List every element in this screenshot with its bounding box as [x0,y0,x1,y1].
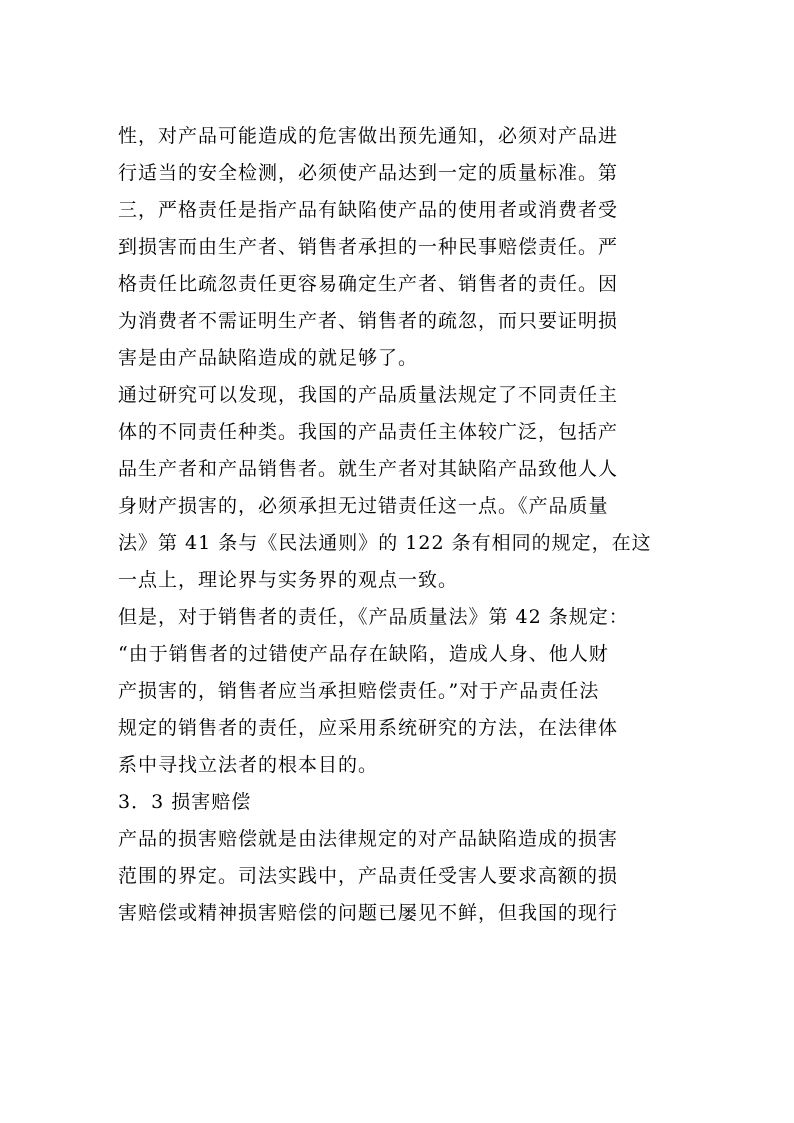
text-line: 规定的销售者的责任，应采用系统研究的方法，在法律体 [118,717,619,739]
text-line: 三，严格责任是指产品有缺陷使产品的使用者或消费者受 [118,199,619,221]
text-line: 害是由产品缺陷造成的就足够了。 [118,347,419,369]
text-line: 性，对产品可能造成的危害做出预先通知，必须对产品进 [118,125,619,147]
text-line: 产品的损害赔偿就是由法律规定的对产品缺陷造成的损害 [118,828,619,850]
text-line: 但是，对于销售者的责任，《产品质量法》第 42 条规定： [118,606,629,628]
text-line: 身财产损害的，必须承担无过错责任这一点。《产品质量 [118,495,609,517]
text-line: 产损害的，销售者应当承担赔偿责任。”对于产品责任法 [118,680,600,702]
text-line: 体的不同责任种类。我国的产品责任主体较广泛，包括产 [118,421,619,443]
paragraph-strict-liability [118,118,678,377]
document-body [118,118,678,932]
section-heading: 3．3 损害赔偿 [118,791,252,813]
text-line: 害赔偿或精神损害赔偿的问题已屡见不鲜，但我国的现行 [118,902,619,924]
paragraph-liability-subjects [118,377,678,599]
text-line: 一点上，理论界与实务界的观点一致。 [118,569,459,591]
text-line: 为消费者不需证明生产者、销售者的疏忽，而只要证明损 [118,310,619,332]
text-line: 系中寻找立法者的根本目的。 [118,754,379,776]
paragraph-seller-liability [118,599,678,784]
text-line: 到损害而由生产者、销售者承担的一种民事赔偿责任。严 [118,236,619,258]
text-line: 通过研究可以发现，我国的产品质量法规定了不同责任主 [118,384,619,406]
text-line: “由于销售者的过错使产品存在缺陷，造成人身、他人财 [118,643,609,665]
text-line: 品生产者和产品销售者。就生产者对其缺陷产品致他人人 [118,458,619,480]
text-line: 法》第 41 条与《民法通则》的 122 条有相同的规定，在这 [118,532,652,554]
text-line: 格责任比疏忽责任更容易确定生产者、销售者的责任。因 [118,273,619,295]
text-line: 范围的界定。司法实践中，产品责任受害人要求高额的损 [118,865,619,887]
paragraph-damages [118,821,678,932]
text-line: 行适当的安全检测，必须使产品达到一定的质量标准。第 [118,162,619,184]
